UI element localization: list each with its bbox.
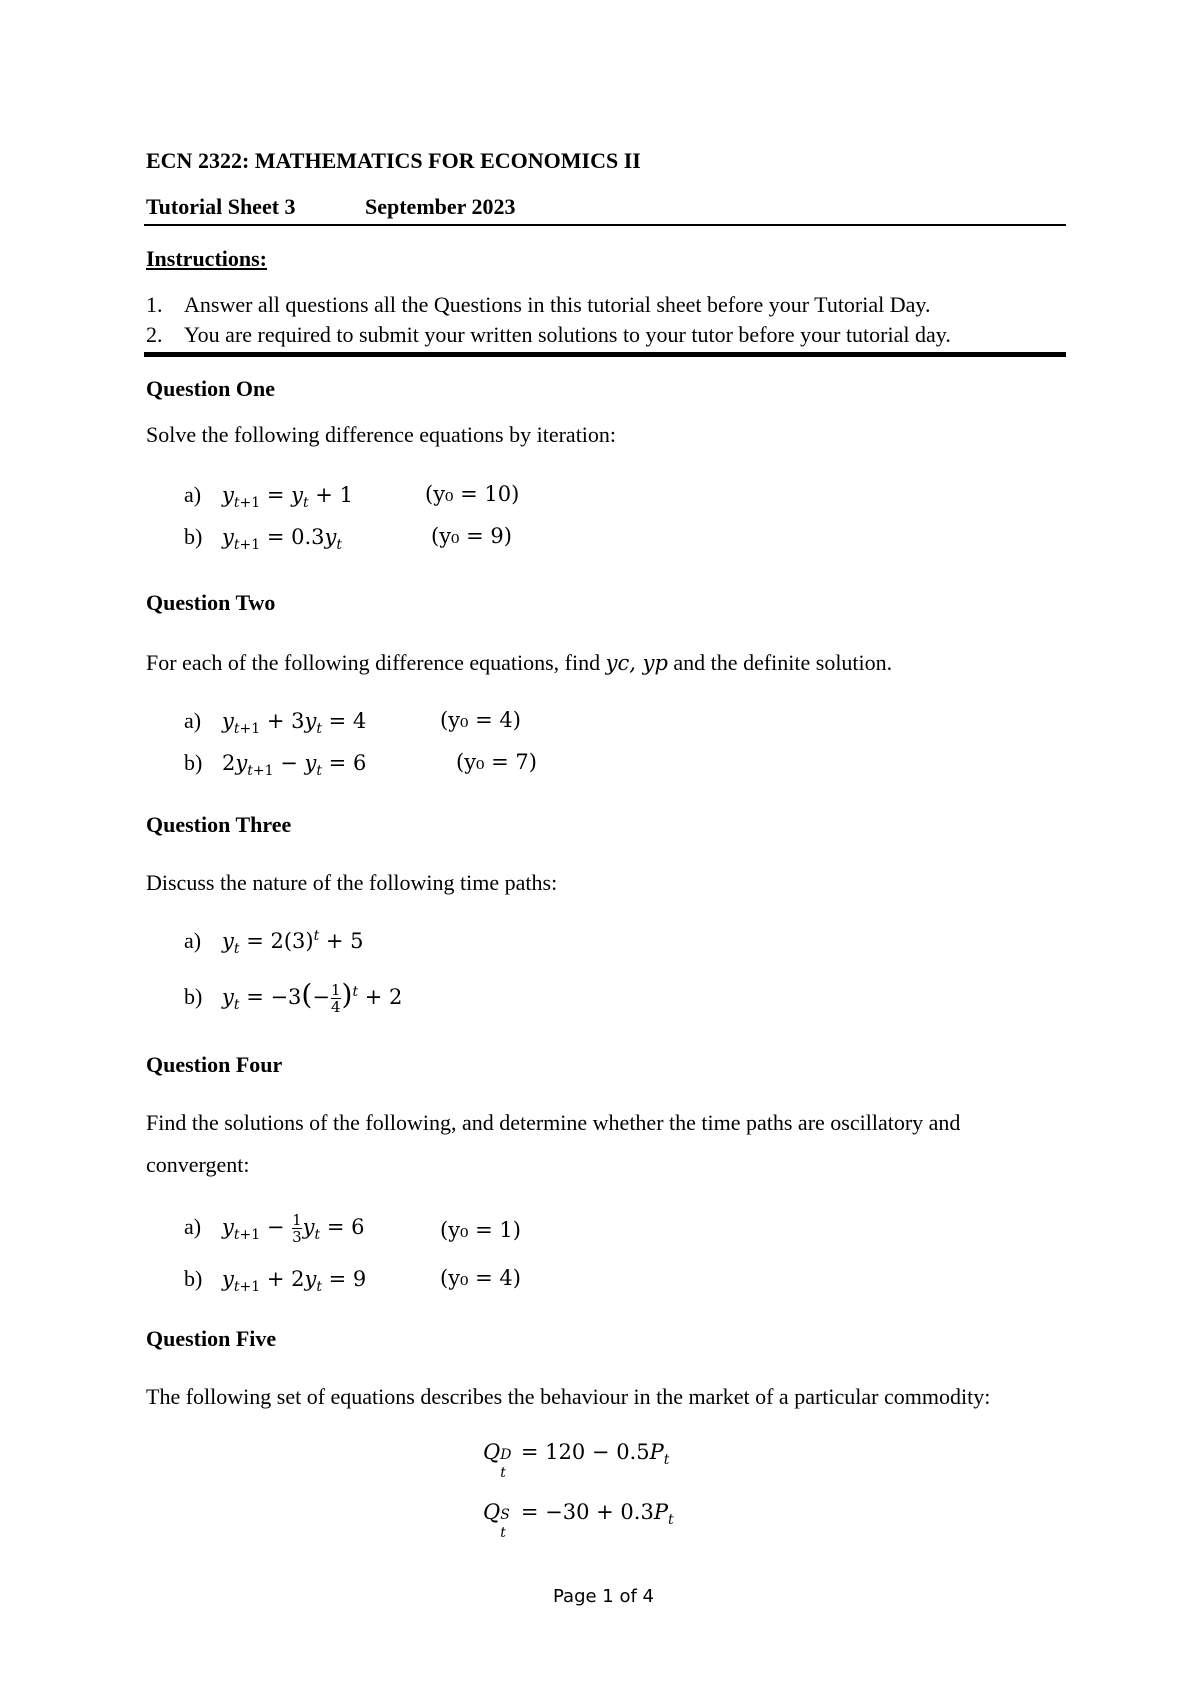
instruction-text: You are required to submit your written solutions to your tutor before your tutorial day. <box>184 322 951 347</box>
question-three-heading: Question Three <box>146 812 292 837</box>
initial-condition: (y₀ = 4) <box>440 708 521 732</box>
equation: $y_t = -3(-$ $\frac{1}{4}$ )$^t$ + 2 <box>222 978 403 1016</box>
question-one-heading: Question One <box>146 376 275 401</box>
equation: $y_{t+1} = y_t + 1$ <box>222 483 353 512</box>
equation: $y_{t+1}$ − $\frac{1}{3}$ $y_t = 6$ <box>222 1211 365 1246</box>
course-title: ECN 2322: MATHEMATICS FOR ECONOMICS II <box>146 148 641 173</box>
question-one-prompt: Solve the following difference equations by iteration: <box>146 422 617 447</box>
instruction-item-2 <box>146 322 951 348</box>
instructions-heading: Instructions: <box>146 246 268 271</box>
question-two-part-b <box>184 750 366 779</box>
question-five-heading: Question Five <box>146 1326 277 1351</box>
instruction-item-1 <box>146 292 930 318</box>
initial-condition: (y₀ = 4) <box>440 1266 521 1290</box>
equation: $y_{t+1} = 0.3y_t$ <box>222 525 343 554</box>
question-four-part-b <box>184 1266 366 1295</box>
part-label: a) <box>184 1214 202 1239</box>
part-label: b) <box>184 1266 203 1291</box>
equation: $y_{t+1} + 3y_t = 4$ <box>222 709 367 738</box>
initial-condition: (y₀ = 9) <box>431 524 512 548</box>
question-three-part-a <box>184 928 364 957</box>
part-label: a) <box>184 708 202 733</box>
header-rule <box>144 224 1066 226</box>
part-label: a) <box>184 928 202 953</box>
question-two-heading: Question Two <box>146 590 276 615</box>
initial-condition: (y₀ = 10) <box>425 482 520 506</box>
instruction-number: 1. <box>146 292 163 317</box>
question-four-prompt-line-1: Find the solutions of the following, and determine whether the time paths are oscillatory and <box>146 1110 961 1135</box>
instruction-number: 2. <box>146 322 163 347</box>
question-four-part-a <box>184 1212 364 1245</box>
equation: $2y_{t+1} - y_t = 6$ <box>222 751 367 780</box>
question-one-part-a <box>184 482 353 511</box>
fraction-one-quarter: $\frac{1}{4}$ <box>330 981 341 1016</box>
part-label: b) <box>184 524 203 549</box>
question-four-heading: Question Four <box>146 1052 283 1077</box>
equation: $y_{t+1} + 2y_t = 9$ <box>222 1267 367 1296</box>
supply-equation: Q S t = $-30 + 0.3P_t$ <box>483 1500 674 1541</box>
sheet-date: September 2023 <box>365 194 516 219</box>
page-number: Page 1 of 4 <box>553 1586 654 1607</box>
fraction-one-third: $\frac{1}{3}$ <box>292 1211 302 1246</box>
question-four-prompt-line-2: convergent: <box>146 1152 250 1177</box>
question-three-part-b <box>184 978 402 1015</box>
initial-condition: (y₀ = 1) <box>440 1218 521 1242</box>
question-three-prompt: Discuss the nature of the following time paths: <box>146 870 558 895</box>
equation: $y_t = 2(3)^t + 5$ <box>222 928 364 958</box>
part-label: b) <box>184 750 203 775</box>
part-label: b) <box>184 984 203 1009</box>
question-five-prompt: The following set of equations describes the behaviour in the market of a particular commodity: <box>146 1384 991 1409</box>
initial-condition: (y₀ = 7) <box>456 750 537 774</box>
demand-equation: Q D t = $120 - 0.5P_t$ <box>483 1440 670 1481</box>
part-label: a) <box>184 482 202 507</box>
question-two-prompt: For each of the following difference equations, find yc, yp and the definite solution. <box>146 650 893 675</box>
sheet-number: Tutorial Sheet 3 <box>146 194 296 219</box>
question-one-part-b <box>184 524 342 553</box>
instructions-rule <box>144 352 1066 357</box>
instruction-text: Answer all questions all the Questions in this tutorial sheet before your Tutorial Day. <box>184 292 931 317</box>
question-two-part-a <box>184 708 366 737</box>
